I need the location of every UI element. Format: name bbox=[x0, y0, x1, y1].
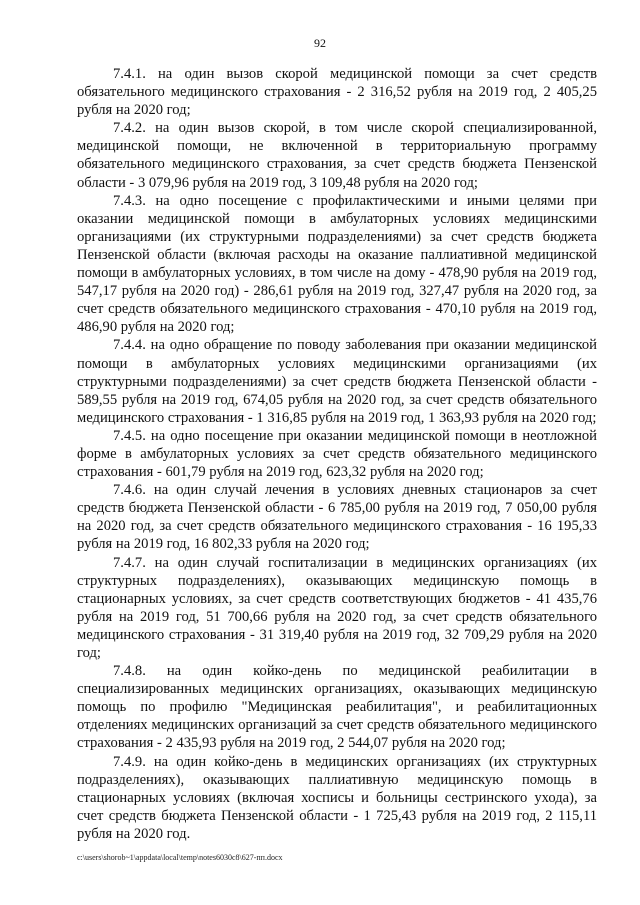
paragraph-7-4-1: 7.4.1. на один вызов скорой медицинской помощи за счет средств обязательного медицинского страхования - 2 316,52 рубля на 2019 год, 2 405,25 рубля на 2020 год; bbox=[77, 66, 597, 119]
paragraph-7-4-3: 7.4.3. на одно посещение с профилактическими и иными целями при оказании медицинской помощи в амбулаторных условиях медицинскими организациями (их структурными подразделениями) за счет средств бюджета Пензенской области (включая расходы на оказание паллиативной медицинской помощи в амбулаторных условиях, в том числе на дому - 478,90 рубля на 2019 год, 547,17 рубля на 2020 год) - 286,61 рубля на 2019 год, 327,47 рубля на 2020 год, за счет средств обязательного медицинского страхования - 470,10 рубля на 2019 год, 486,90 рубля на 2020 год; bbox=[77, 192, 597, 336]
document-body bbox=[77, 65, 597, 843]
page-number: 92 bbox=[314, 36, 326, 50]
paragraph-7-4-4: 7.4.4. на одно обращение по поводу заболевания при оказании медицинской помощи в амбулаторных условиях медицинскими организациями (их структурными подразделениями) за счет средств бюджета Пензенской области - 589,55 рубля на 2019 год, 674,05 рубля на 2020 год, за счет средств обязательного медицинского страхования - 1 316,85 рубля на 2019 год, 1 363,93 рубля на 2020 год; bbox=[77, 337, 597, 426]
paragraph-7-4-6: 7.4.6. на один случай лечения в условиях дневных стационаров за счет средств бюджета Пензенской области - 6 785,00 рубля на 2019 год, 7 050,00 рубля на 2020 год, за счет средств обязательного медицинского страхования - 16 195,33 рубля на 2019 год, 16 802,33 рубля на 2020 год; bbox=[77, 482, 597, 553]
paragraph-7-4-8: 7.4.8. на один койко-день по медицинской реабилитации в специализированных медицинских организациях, оказывающих медицинскую помощь по профилю "Медицинская реабилитация", и реабилитационных отделениях медицинских организаций за счет средств обязательного медицинского страхования - 2 435,93 рубля на 2019 год, 2 544,07 рубля на 2020 год; bbox=[77, 663, 597, 752]
paragraph-7-4-7: 7.4.7. на один случай госпитализации в медицинских организациях (их структурных подразделениях), оказывающих медицинскую помощь в стационарных условиях, за счет средств соответствующих бюджетов - 41 435,76 рубля на 2019 год, 51 700,66 рубля на 2020 год, за счет средств обязательного медицинского страхования - 31 319,40 рубля на 2019 год, 32 709,29 рубля на 2020 год; bbox=[77, 554, 597, 661]
paragraph-7-4-5: 7.4.5. на одно посещение при оказании медицинской помощи в неотложной форме в амбулаторных условиях за счет средств обязательного медицинского страхования - 601,79 рубля на 2019 год, 623,32 рубля на 2020 год; bbox=[77, 427, 597, 481]
footer-file-path: c:\users\shorob~1\appdata\local\temp\notes6030c8\627-пп.docx bbox=[77, 853, 283, 862]
paragraph-7-4-9: 7.4.9. на один койко-день в медицинских организациях (их структурных подразделениях), оказывающих паллиативную медицинскую помощь в стационарных условиях (включая хосписы и больницы сестринского ухода), за счет средств бюджета Пензенской области - 1 725,43 рубля на 2019 год, 2 115,11 рубля на 2020 год. bbox=[77, 753, 597, 842]
paragraph-7-4-2: 7.4.2. на один вызов скорой, в том числе скорой специализированной, медицинской помощи, не включенной в территориальную программу обязательного медицинского страхования, за счет средств бюджета Пензенской области - 3 079,96 рубля на 2019 год, 3 109,48 рубля на 2020 год; bbox=[77, 120, 597, 191]
